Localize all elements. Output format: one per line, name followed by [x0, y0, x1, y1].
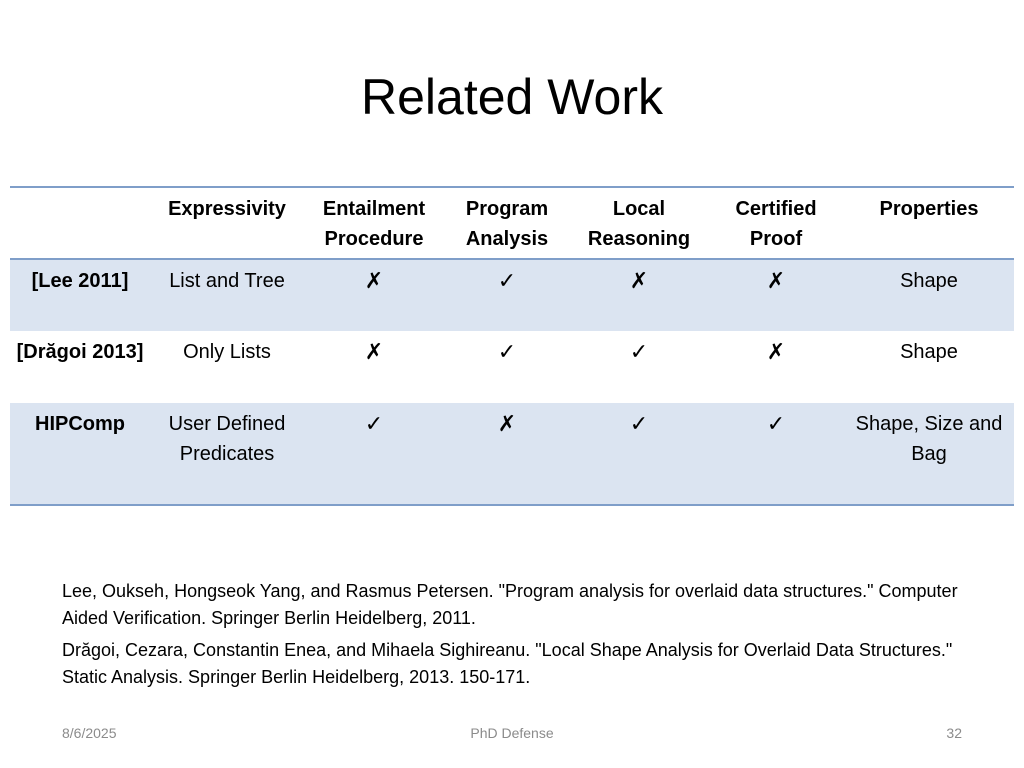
row-label: [Drăgoi 2013] [16, 341, 144, 363]
expressivity-cell: Only Lists [183, 341, 271, 363]
entailment-cell: ✗ [364, 339, 384, 364]
header-properties: Properties [879, 198, 979, 220]
header-entailment-procedure: Entailment Procedure [322, 198, 426, 250]
table-row [10, 331, 1014, 403]
header-empty [10, 187, 150, 259]
footer-title: PhD Defense [470, 725, 554, 741]
properties-cell: Shape, Size and Bag [855, 413, 1003, 465]
table-row [10, 259, 1014, 331]
row-label: HIPComp [35, 413, 125, 435]
properties-cell: Shape [900, 341, 958, 363]
local-reasoning-cell: ✗ [629, 268, 649, 293]
entailment-cell: ✓ [364, 411, 384, 436]
expressivity-cell: User Defined Predicates [168, 413, 286, 465]
expressivity-cell: List and Tree [169, 270, 285, 292]
reference-dragoi-2013: Drăgoi, Cezara, Constantin Enea, and Mihaela Sighireanu. "Local Shape Analysis for Overlaid Data Structures." Static Analysis. Springer Berlin Heidelberg, 2013. 150-171. [62, 640, 953, 687]
program-analysis-cell: ✓ [497, 268, 517, 293]
related-work-table [10, 186, 1014, 506]
header-program-analysis: Program Analysis [465, 198, 549, 250]
program-analysis-cell: ✓ [497, 339, 517, 364]
footer-date: 8/6/2025 [62, 725, 117, 741]
program-analysis-cell: ✗ [497, 411, 517, 436]
local-reasoning-cell: ✓ [629, 339, 649, 364]
entailment-cell: ✗ [364, 268, 384, 293]
local-reasoning-cell: ✓ [629, 411, 649, 436]
references [62, 578, 982, 696]
header-certified-proof: Certified Proof [735, 198, 817, 250]
header-expressivity: Expressivity [168, 198, 286, 220]
table-row [10, 403, 1014, 505]
certified-proof-cell: ✗ [766, 268, 786, 293]
certified-proof-cell: ✓ [766, 411, 786, 436]
certified-proof-cell: ✗ [766, 339, 786, 364]
table-header-row [10, 187, 1014, 259]
header-local-reasoning: Local Reasoning [587, 198, 691, 250]
row-label: [Lee 2011] [31, 270, 129, 292]
slide-number: 32 [946, 725, 962, 741]
properties-cell: Shape [900, 270, 958, 292]
reference-lee-2011: Lee, Oukseh, Hongseok Yang, and Rasmus Petersen. "Program analysis for overlaid data structures." Computer Aided Verification. Springer Berlin Heidelberg, 2011. [62, 581, 958, 628]
slide-title: Related Work [361, 69, 663, 125]
